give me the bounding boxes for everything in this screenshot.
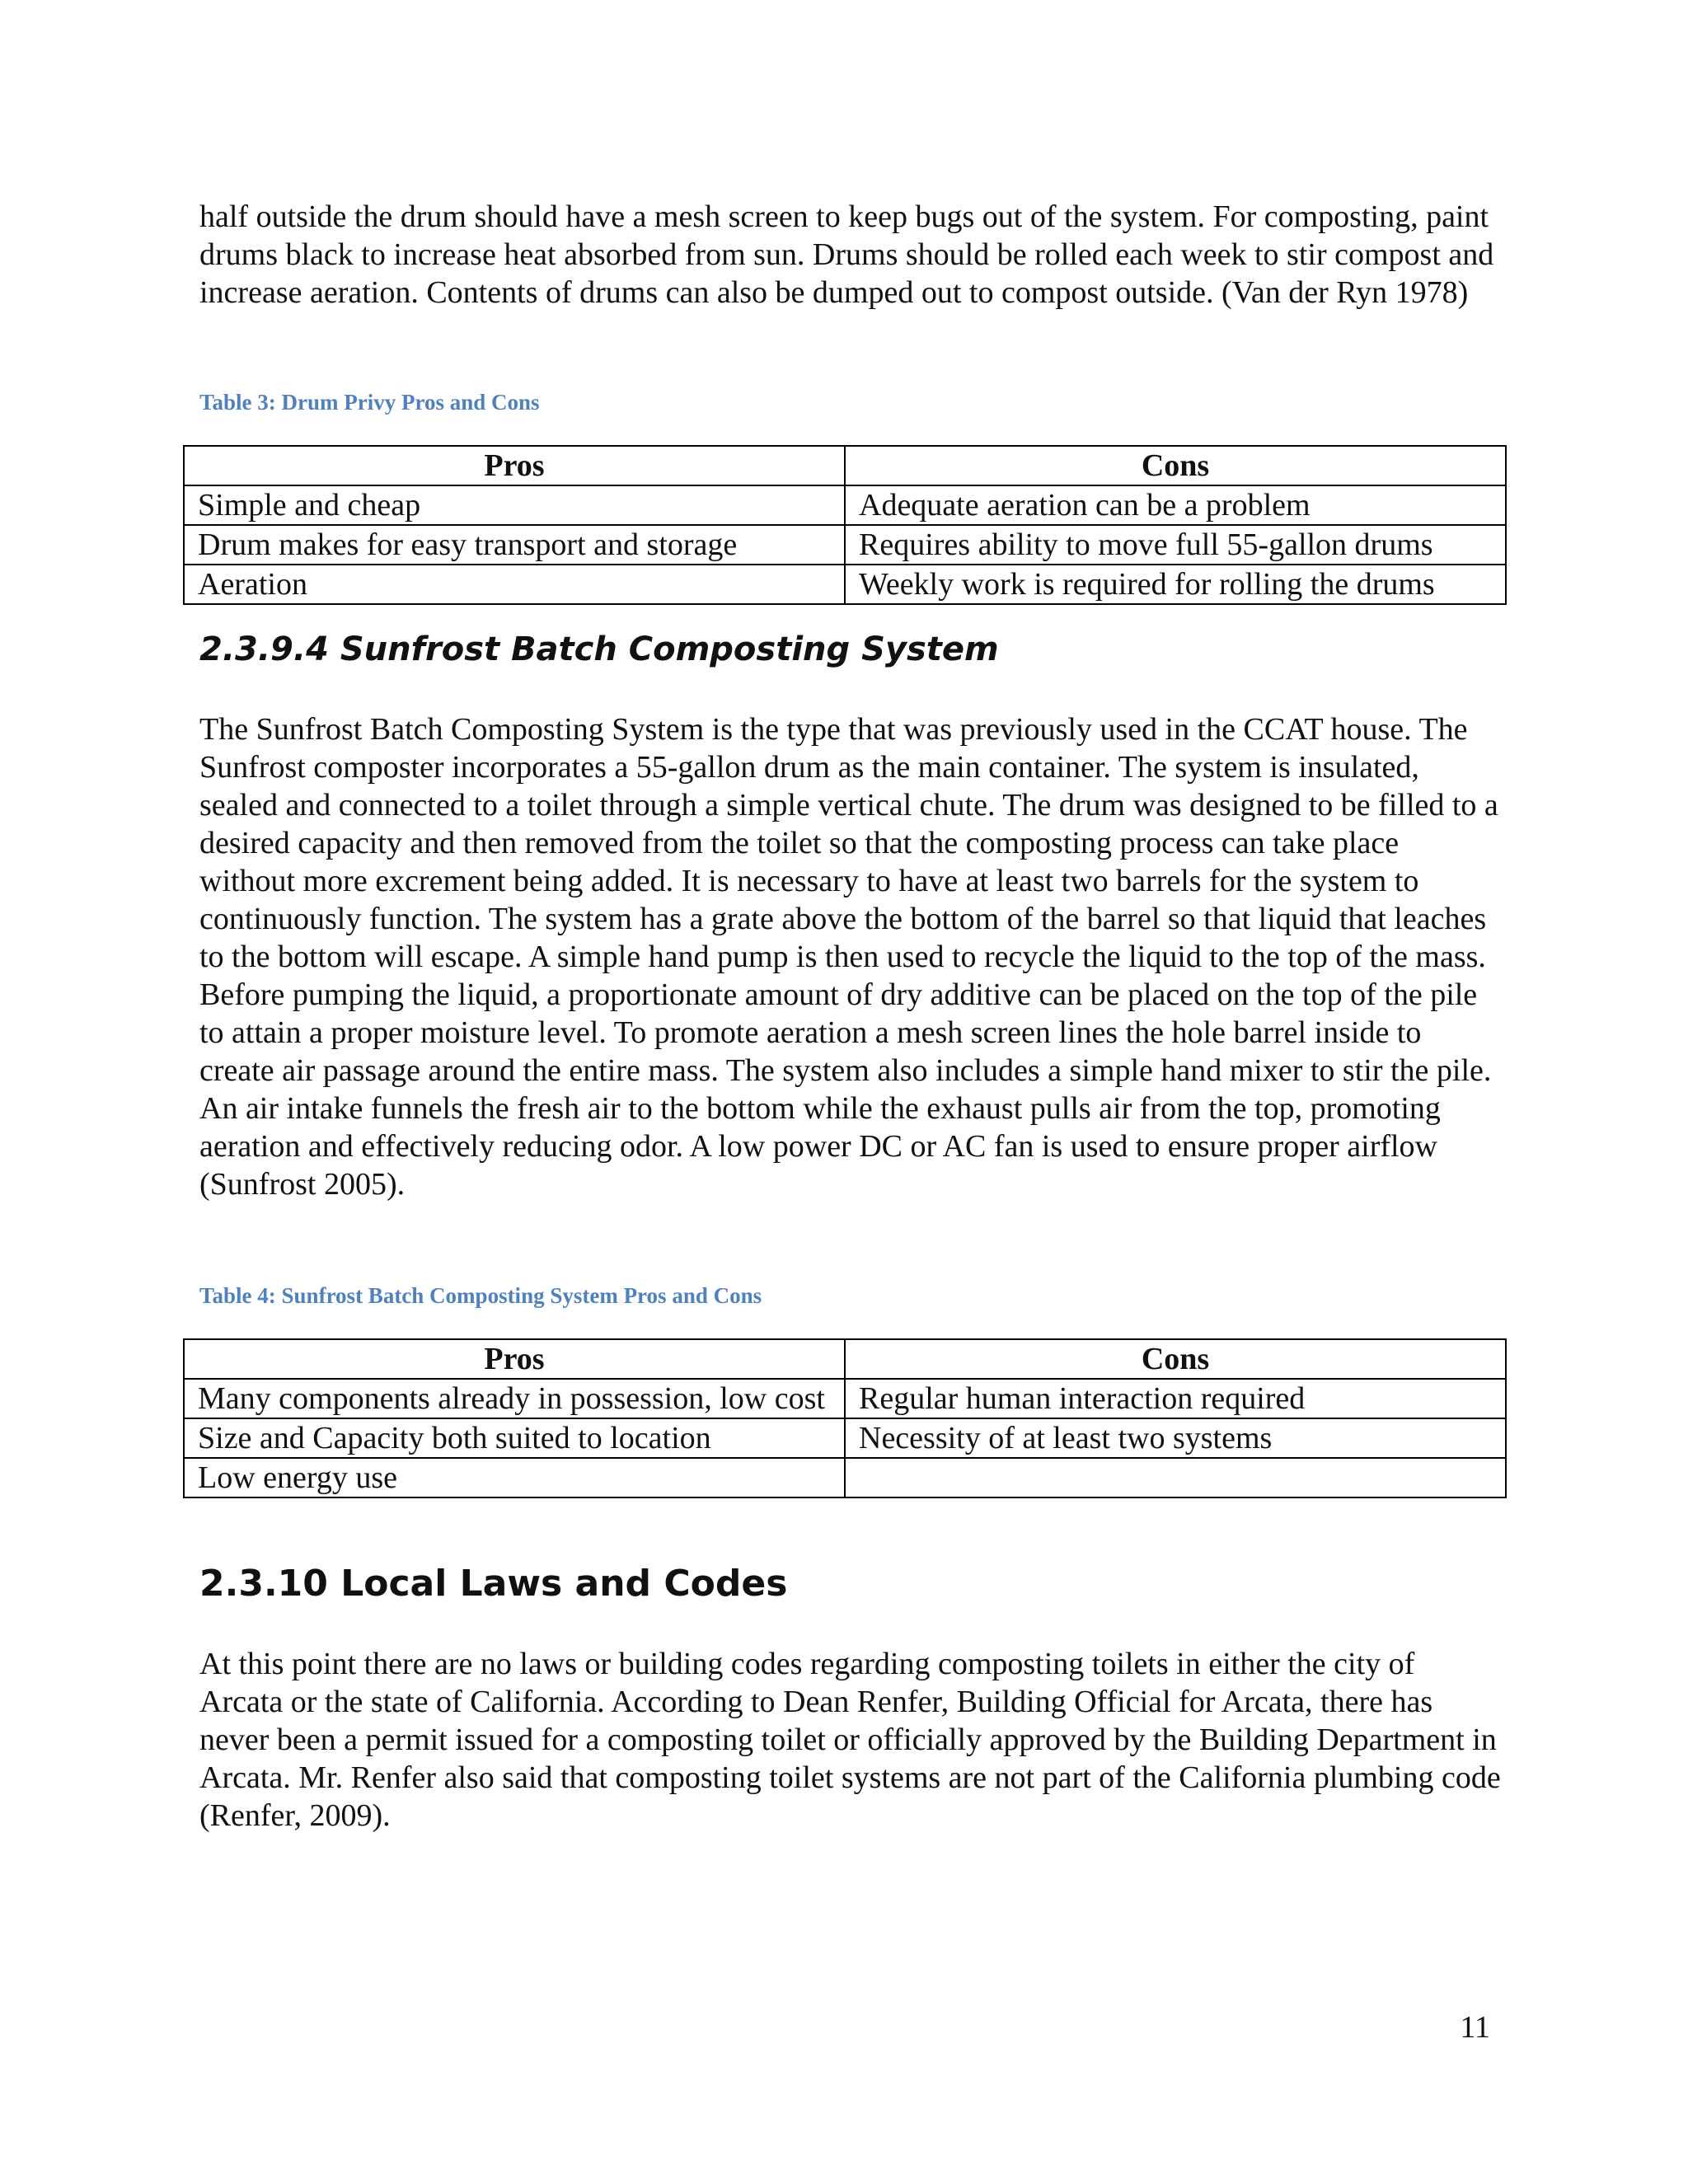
sunfrost-paragraph: The Sunfrost Batch Composting System is the type that was previously used in the CCAT house. The Sunfrost composter incorporates a 55-gallon drum as the main container. The system is insulated, sealed and connected to a toilet through a simple vertical chute. The drum was designed to be filled to a desired capacity and then removed from the toilet so that the composting process can take place without more excrement being added. It is necessary to have at least two barrels for the system to continuously function. The system has a grate above the bottom of the barrel so that liquid that leaches to the bottom will escape. A simple hand pump is then used to recycle the liquid to the top of the mass. Before pumping the liquid, a proportionate amount of dry additive can be placed on the top of the pile to attain a proper moisture level. To promote aeration a mesh screen lines the hole barrel inside to create air passage around the entire mass. The system also includes a simple hand mixer to stir the pile. An air intake funnels the fresh air to the bottom while the exhaust pulls air from the top, promoting aeration and effectively reducing odor. A low power DC or AC fan is used to ensure proper airflow (Sunfrost 2005). — [199, 712, 1498, 1202]
table-row — [184, 1379, 1506, 1418]
table-header-pros: Pros — [184, 1339, 845, 1379]
table-cell: Simple and cheap — [184, 485, 845, 525]
local-laws-paragraph: At this point there are no laws or building codes regarding composting toilets in either the city of Arcata or the state of California. According to Dean Renfer, Building Official for Arcata, there has never been a permit issued for a composting toilet or officially approved by the Building Department in Arcata. Mr. Renfer also said that composting toilet systems are not part of the California plumbing code (Renfer, 2009). — [199, 1647, 1501, 1833]
table-header-cons: Cons — [845, 446, 1506, 485]
table4-sunfrost — [183, 1338, 1507, 1498]
section-heading-2394: 2.3.9.4 Sunfrost Batch Composting System — [199, 630, 999, 668]
table3-drum-privy — [183, 445, 1507, 605]
page-number: 11 — [1460, 2010, 1490, 2045]
table-row — [184, 1418, 1506, 1458]
table-cell: Many components already in possession, low cost — [184, 1379, 845, 1418]
table-row — [184, 1458, 1506, 1497]
table-row — [184, 485, 1506, 525]
table4-caption: Table 4: Sunfrost Batch Composting System Pros and Cons — [199, 1283, 762, 1308]
table-cell: Low energy use — [184, 1458, 845, 1497]
section-heading-2310: 2.3.10 Local Laws and Codes — [199, 1563, 788, 1605]
table3-caption: Table 3: Drum Privy Pros and Cons — [199, 390, 540, 415]
table-cell: Requires ability to move full 55-gallon drums — [845, 525, 1506, 565]
table-cell: Adequate aeration can be a problem — [845, 485, 1506, 525]
table-cell: Necessity of at least two systems — [845, 1418, 1506, 1458]
table-cell: Drum makes for easy transport and storage — [184, 525, 845, 565]
table-cell: Aeration — [184, 565, 845, 604]
table-header-pros: Pros — [184, 446, 845, 485]
table-header-row — [184, 446, 1506, 485]
table-cell — [845, 1458, 1506, 1497]
table-cell: Size and Capacity both suited to location — [184, 1418, 845, 1458]
table-row — [184, 565, 1506, 604]
table-cell: Regular human interaction required — [845, 1379, 1506, 1418]
table-cell: Weekly work is required for rolling the drums — [845, 565, 1506, 604]
table-header-row — [184, 1339, 1506, 1379]
intro-paragraph: half outside the drum should have a mesh screen to keep bugs out of the system. For composting, paint drums black to increase heat absorbed from sun. Drums should be rolled each week to stir compost and increase aeration. Contents of drums can also be dumped out to compost outside. (Van der Ryn 1978) — [199, 199, 1494, 310]
table-row — [184, 525, 1506, 565]
table-header-cons: Cons — [845, 1339, 1506, 1379]
